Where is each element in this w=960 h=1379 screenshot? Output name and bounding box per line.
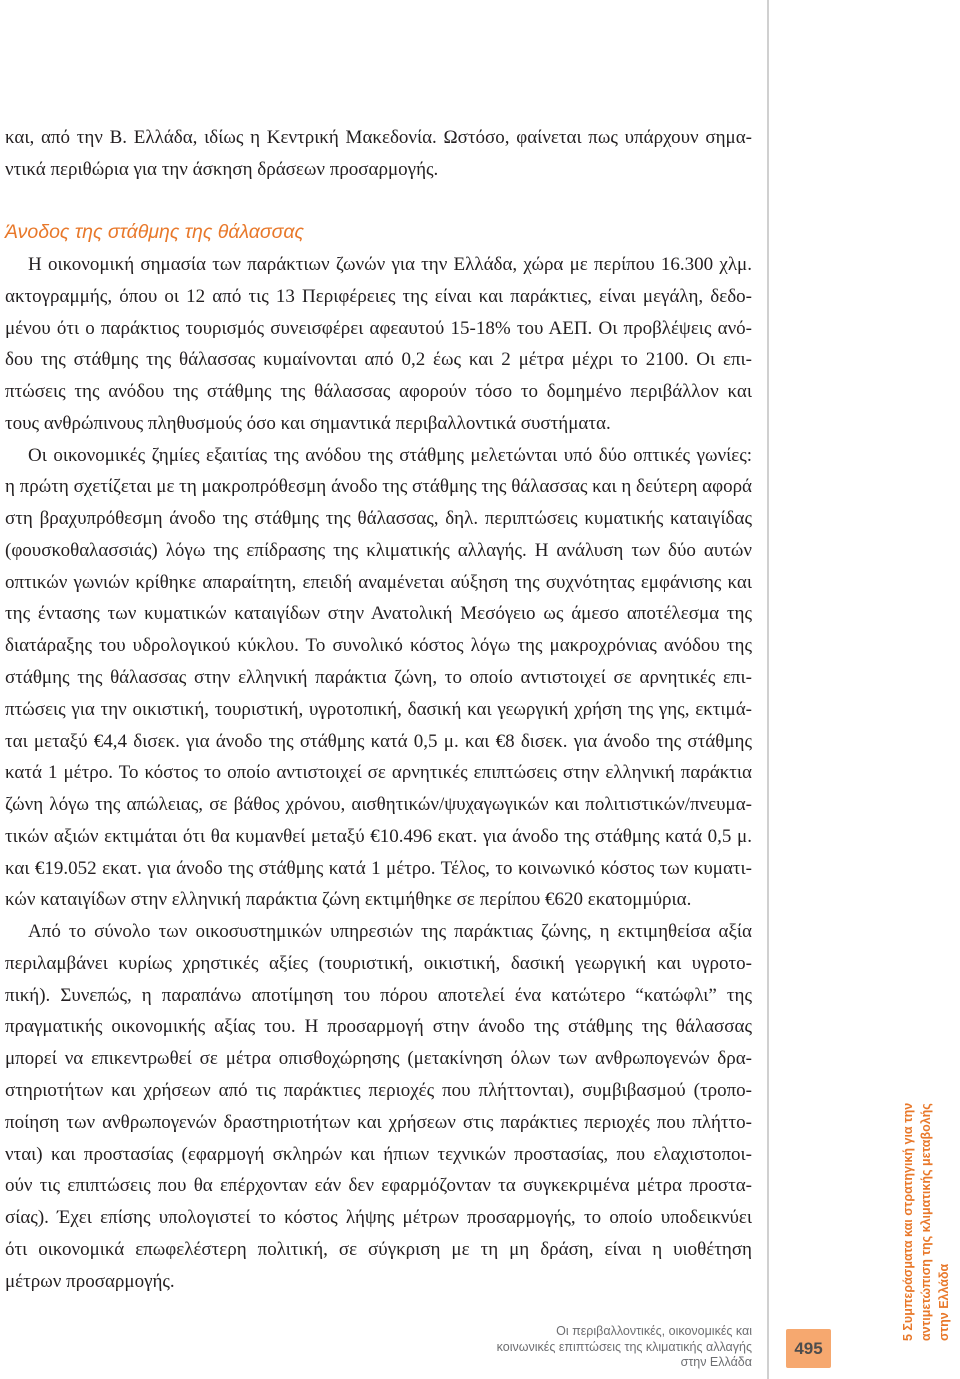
text-line: και €19.052 εκατ. για άνοδο της στάθμης κατά 1 μέτρο. Τέλος, το κοινωνικό κόστος των κυματι- (5, 857, 752, 879)
text-line: διατάραξης του υδρολογικού κύκλου. Το συνολικό κόστος λόγω της μακροχρόνιας ανόδου της (5, 635, 752, 657)
text-line: περιλαμβάνει κυρίως χρηστικές αξίες (τουριστική, οικιστική, δασική γεωργική και υγροτο- (5, 952, 752, 974)
text-line: σίας). Έχει επίσης υπολογιστεί το κόστος λήψης μέτρων προσαρμογής, το οποίο υποδεικνύει (5, 1207, 752, 1229)
text-line: ακτογραμμής, όπου οι 12 από τις 13 Περιφέρειες της είναι και παράκτιες, είναι μεγάλη, δεδο- (5, 285, 752, 307)
paragraph (5, 122, 752, 186)
text-line: μπορεί να επικεντρωθεί σε μέτρα οπισθοχώρησης (μετακίνηση όλων των ανθρωπογενών δρα- (5, 1048, 752, 1070)
body-text-column (5, 122, 752, 1297)
margin-rule (767, 0, 769, 1379)
text-line: νται) και προστασίας (εφαρμογή σκληρών και ήπιων τεχνικών προστασίας, που ελαχιστοποι- (5, 1143, 752, 1165)
text-line: η πρώτη σχετίζεται με τη μακροπρόθεσμη άνοδο της στάθμης της θάλασσας και η δεύτερη αφορά (5, 476, 752, 498)
chapter-tab-line: στην Ελλάδα (937, 1263, 951, 1341)
text-line: ούν τις επιπτώσεις που θα επέρχονταν εάν δεν εφαρμόζονταν τα συγκεκριμένα μέτρα προστα- (5, 1175, 752, 1197)
text-line: πική). Συνεπώς, η παραπάνω αποτίμηση του πόρου αποτελεί ένα κατώτερο “κατώφλι” της (5, 984, 752, 1006)
chapter-tab-line: αντιμετώπιση της κλιματικής μεταβολής (919, 1103, 933, 1341)
text-line: κατά 1 μέτρο. Το κόστος το οποίο αντιστοιχεί σε αρνητικές επιπτώσεις στην ελληνική παράκτια (5, 762, 752, 784)
text-line: Από το σύνολο των οικοσυστημικών υπηρεσιών της παράκτιας ζώνης, η εκτιμηθείσα αξία (28, 921, 752, 943)
paragraph-spacer (5, 186, 752, 218)
text-line: ντικά περιθώρια για την άσκηση δράσεων προσαρμογής. (5, 158, 439, 180)
text-line: δου της στάθμης της θάλασσας κυμαίνονται από 0,2 έως και 2 μέτρα μέχρι το 2100. Οι επι- (5, 349, 752, 371)
text-line: μένου ότι ο παράκτιος τουρισμός συνεισφέρει αφεαυτού 15-18% του ΑΕΠ. Οι προβλέψεις ανό- (5, 317, 752, 339)
text-line: ζώνη λόγω της απώλειας, σε βάθος χρόνου, αισθητικών/ψυχαγωγικών και πολιτιστικών/πνευμα- (5, 794, 752, 816)
text-line: πτώσεις για την οικιστική, τουριστική, υγροτοπική, δασική και γεωργική χρήση της γης, εκτιμά- (5, 698, 752, 720)
text-line: Η οικονομική σημασία των παράκτιων ζωνών για την Ελλάδα, χώρα με περίπου 16.300 χλμ. (28, 254, 752, 276)
text-line: στη βραχυπρόθεσμη άνοδο της στάθμης της θάλασσας, δηλ. περιπτώσεις κυματικής καταιγίδας (5, 508, 752, 530)
text-line: τους ανθρώπινους πληθυσμούς όσο και σημαντικά περιβαλλοντικά συστήματα. (5, 412, 611, 434)
text-line: στάθμης της θάλασσας στην ελληνική παράκτια ζώνη, το οποίο αντιστοιχεί σε αρνητικές επι- (5, 667, 752, 689)
text-line: οπτικών γωνιών κρίθηκε απαραίτητη, επειδή αναμένεται αύξηση της συχνότητας εμφάνισης και (5, 571, 752, 593)
paragraph (5, 440, 752, 916)
running-footer (432, 1324, 752, 1371)
text-line: (φουσκοθαλασσιάς) λόγω της επίδρασης της κλιματικής αλλαγής. Η ανάλυση των δύο αυτών (5, 539, 752, 561)
text-line: Οι οικονομικές ζημίες εξαιτίας της ανόδου της στάθμης μελετώνται υπό δύο οπτικές γωνίες: (28, 444, 752, 466)
text-line: ότι οικονομικά επωφελέστερη πολιτική, σε σύγκριση με τη μη δράση, είναι η υιοθέτηση (5, 1238, 752, 1260)
chapter-tab-line: 5 Συμπεράσματα και στρατηγική για την (901, 1102, 915, 1341)
chapter-tab (899, 1071, 953, 1341)
text-line: ποίηση των ανθρωπογενών δραστηριοτήτων και χρήσεων στις παράκτιες περιοχές που πλήττο- (5, 1111, 752, 1133)
running-footer-line: στην Ελλάδα (680, 1355, 752, 1369)
text-line: ται μεταξύ €4,4 δισεκ. για άνοδο της στάθμης κατά 0,5 μ. και €8 δισεκ. για άνοδο της στάθμης (5, 730, 752, 752)
running-footer-line: κοινωνικές επιπτώσεις της κλιματικής αλλαγής (496, 1339, 752, 1354)
text-line: και, από την Β. Ελλάδα, ιδίως η Κεντρική Μακεδονία. Ωστόσο, φαίνεται πως υπάρχουν σημα- (5, 127, 752, 148)
text-line: πραγματικής οικονομικής αξίας του. Η προσαρμογή στην άνοδο της στάθμης της θάλασσας (5, 1016, 752, 1038)
running-footer-line: Οι περιβαλλοντικές, οικονομικές και (556, 1324, 752, 1338)
paragraph (5, 916, 752, 1297)
text-line: στηριοτήτων και χρήσεων από τις παράκτιες περιοχές που πλήττονται), συμβιβασμού (τροπο- (5, 1079, 752, 1101)
page-number: 495 (786, 1329, 831, 1368)
section-heading: Άνοδος της στάθμης της θάλασσας (5, 221, 305, 244)
paragraph (5, 249, 752, 440)
text-line: πτώσεις της ανόδου της στάθμης της θάλασσας αφορούν τόσο το δομημένο περιβάλλον και (5, 381, 752, 403)
text-line: μέτρων προσαρμογής. (5, 1270, 175, 1292)
text-line: τικών αξιών εκτιμάται ότι θα κυμανθεί μεταξύ €10.496 εκατ. για άνοδο της στάθμης κατά 0,5 μ. (5, 825, 752, 847)
text-line: της έντασης των κυματικών καταιγίδων στην Ανατολική Μεσόγειο ως άμεσο αποτέλεσμα της (5, 603, 752, 625)
text-line: κών καταιγίδων στην ελληνική παράκτια ζώνη εκτιμήθηκε σε περίπου €620 εκατομμύρια. (5, 889, 692, 911)
